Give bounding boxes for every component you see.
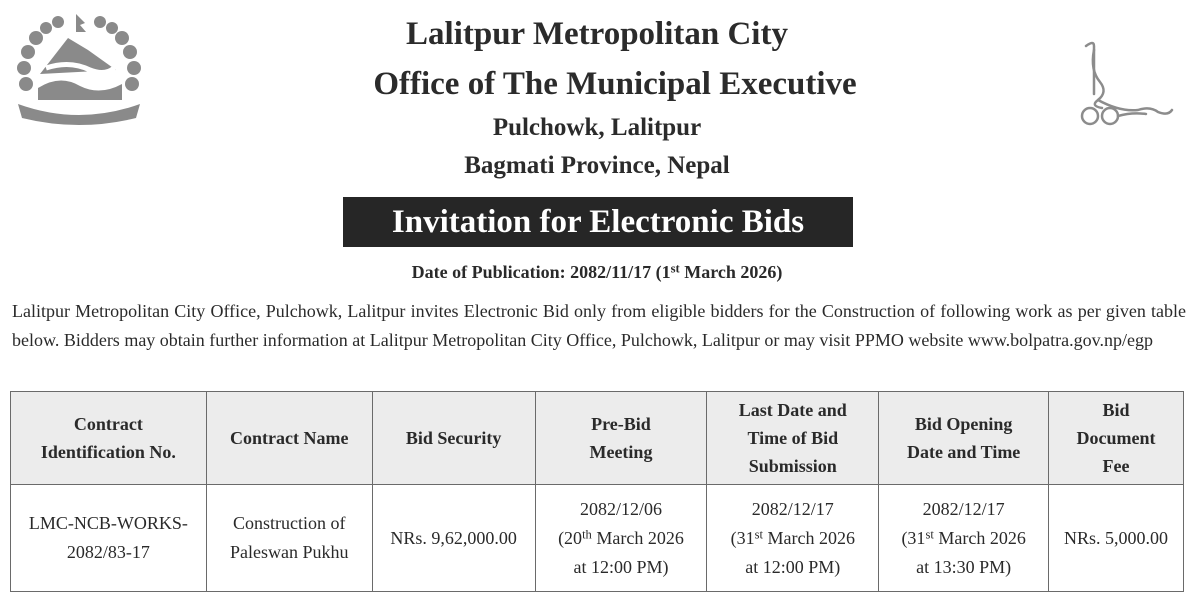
cell-contract-id: LMC-NCB-WORKS- 2082/83-17 <box>11 485 207 592</box>
cell-last-date: 2082/12/17 (31st March 2026 at 12:00 PM) <box>707 485 879 592</box>
header-contract-name: Contract Name <box>206 392 372 485</box>
table-row <box>11 485 1184 592</box>
publication-date-ordinal: st <box>670 261 680 276</box>
office-name: Office of The Municipal Executive <box>373 66 857 102</box>
cell-bid-opening: 2082/12/17 (31st March 2026 at 13:30 PM) <box>879 485 1049 592</box>
header-document-fee: Bid Document Fee <box>1049 392 1184 485</box>
intro-paragraph: Lalitpur Metropolitan City Office, Pulchowk, Lalitpur invites Electronic Bid only from eligible bidders for the Construction of following work as per given table below. Bidders may obtain further information at Lalitpur Metropolitan City Office, Pulchowk, Lalitpur or may visit PPMO website www.bolpatra.gov.np/egp <box>12 301 1186 350</box>
header-contract-id: Contract Identification No. <box>11 392 207 485</box>
organization-name: Lalitpur Metropolitan City <box>406 16 788 52</box>
header-last-date: Last Date and Time of Bid Submission <box>707 392 879 485</box>
cell-pre-bid-meeting: 2082/12/06 (20th March 2026 at 12:00 PM) <box>535 485 707 592</box>
table-header-row <box>11 392 1184 485</box>
notice-title-banner: Invitation for Electronic Bids <box>343 197 853 247</box>
publication-date-prefix: Date of Publication: 2082/11/17 (1 <box>411 262 671 282</box>
publication-date-suffix: March 2026) <box>679 262 783 282</box>
cell-bid-security: NRs. 9,62,000.00 <box>372 485 535 592</box>
bid-table <box>10 391 1184 592</box>
header-bid-security: Bid Security <box>372 392 535 485</box>
address-line-1: Pulchowk, Lalitpur <box>492 114 702 141</box>
cell-contract-name: Construction of Paleswan Pukhu <box>206 485 372 592</box>
publication-date <box>0 262 1194 283</box>
header-pre-bid-meeting: Pre-Bid Meeting <box>535 392 707 485</box>
address-line-2: Bagmati Province, Nepal <box>464 152 730 179</box>
header-bid-opening: Bid Opening Date and Time <box>879 392 1049 485</box>
cell-document-fee: NRs. 5,000.00 <box>1049 485 1184 592</box>
